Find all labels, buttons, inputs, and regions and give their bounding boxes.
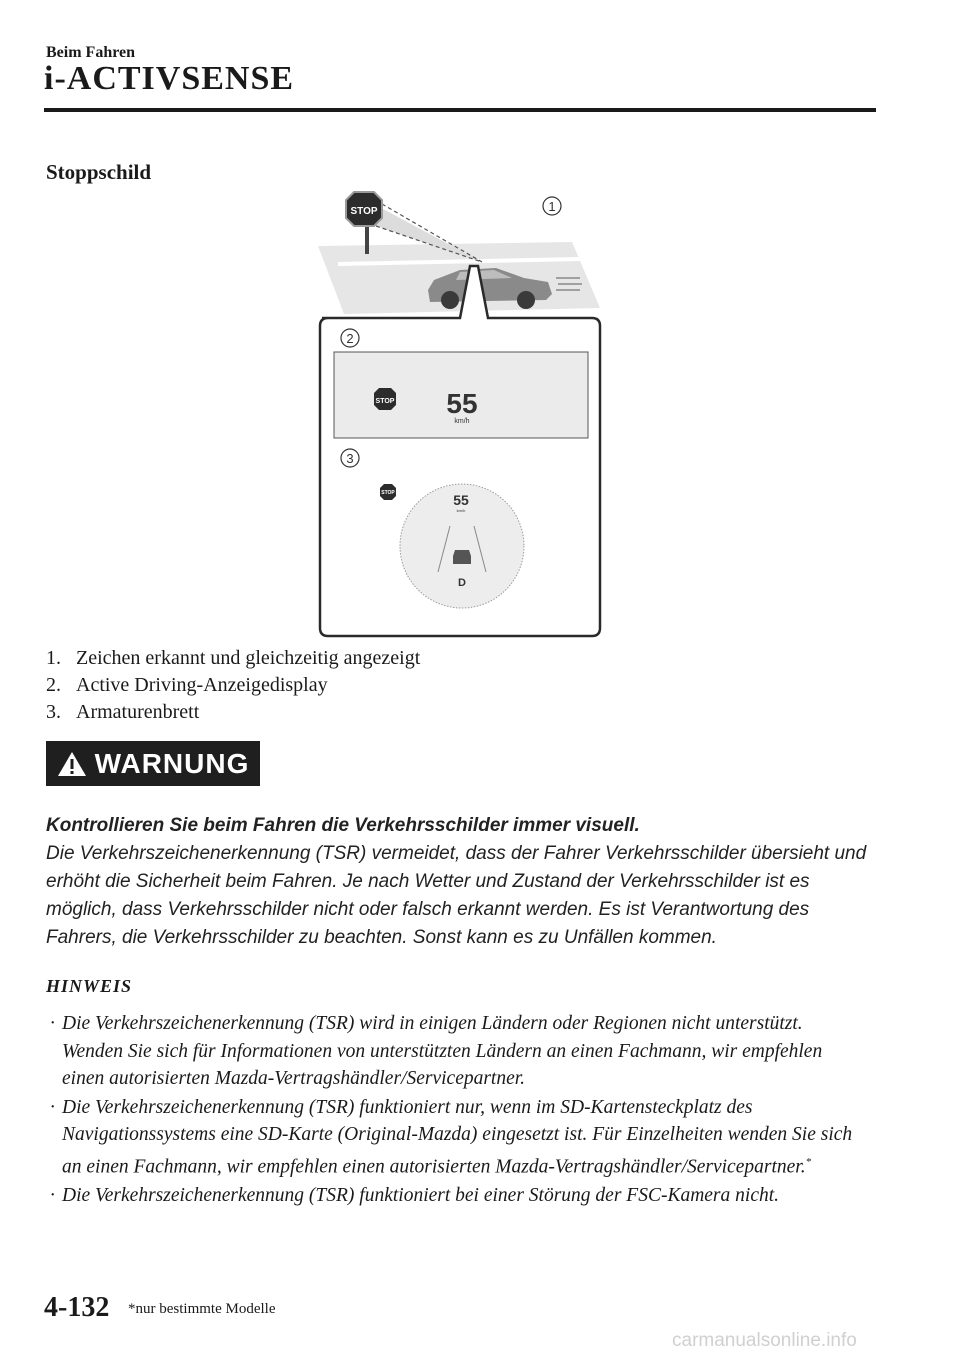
header-rule	[44, 108, 876, 112]
bullet: ·	[50, 1096, 55, 1118]
footnote-mark: *	[805, 1155, 812, 1168]
bullet: ·	[50, 1013, 55, 1034]
warning-banner	[46, 741, 260, 786]
stop-sign-text: STOP	[350, 206, 378, 217]
legend-item: 1. Zeichen erkannt und gleichzeitig angezeigt	[46, 647, 421, 669]
note-item: · Die Verkehrszeichenerkennung (TSR) funktioniert bei einer Störung der FSC-Kamera nicht.	[46, 1182, 866, 1210]
svg-text:1: 1	[548, 199, 556, 214]
footnote: *nur bestimmte Modelle	[128, 1301, 276, 1317]
svg-text:STOP: STOP	[375, 398, 395, 405]
speed-unit: km/h	[454, 418, 470, 425]
watermark: carmanualsonline.info	[672, 1330, 857, 1351]
cluster-speed-value: 55	[453, 492, 469, 508]
section-label: Beim Fahren	[46, 44, 136, 61]
page-number: 4-132	[44, 1292, 110, 1323]
cluster-speed-unit: km/h	[456, 508, 466, 513]
warning-lead: Kontrollieren Sie beim Fahren die Verkehrsschilder immer visuell.	[46, 815, 640, 836]
gear-indicator: D	[458, 577, 466, 589]
warning-text	[46, 812, 876, 952]
warning-body: Die Verkehrszeichenerkennung (TSR) vermeidet, dass der Fahrer Verkehrsschilder übersieht und erhöht die Sicherheit beim Fahren. Je nach Wetter und Zustand der Verkehrsschilder ist es möglich, dass Verkehrsschilder nicht oder falsch erkannt werden. Es ist Verantwortung des Fahrers, die Verkehrsschilder zu beachten. Sonst kann es zu Unfällen kommen.	[46, 843, 867, 948]
note-list	[46, 1010, 866, 1210]
subheading: Stoppschild	[46, 160, 152, 184]
legend-item: 2. Active Driving-Anzeigedisplay	[46, 674, 328, 696]
speed-value: 55	[446, 388, 478, 419]
stop-sign-icon	[380, 484, 396, 500]
bullet: ·	[50, 1184, 55, 1206]
svg-text:3: 3	[346, 451, 354, 466]
note-item: · Die Verkehrszeichenerkennung (TSR) funktioniert nur, wenn im SD-Kartensteckplatz des Navigationssystems eine SD-Karte (Original-Mazda) eingesetzt ist. Für Einzelheiten wenden Sie sich an einen Fachmann, wir empfehlen einen autorisierten Mazda-Vertragshändler/Servicepartner.*	[46, 1094, 866, 1181]
stop-sign-icon	[374, 388, 396, 410]
svg-text:2: 2	[346, 331, 354, 346]
stop-sign-icon	[346, 192, 382, 254]
note-item: · Die Verkehrszeichenerkennung (TSR) wird in einigen Ländern oder Regionen nicht unterstützt. Wenden Sie sich für Informationen von unterstützten Ländern an einen Fachmann, wir empfehlen einen autorisierten Mazda-Vertragshändler/Servicepartner.	[46, 1010, 866, 1093]
legend-item: 3. Armaturenbrett	[46, 701, 200, 723]
callout-1	[543, 197, 561, 215]
warning-icon	[57, 750, 87, 778]
stop-sign-illustration	[310, 180, 610, 640]
warning-title: WARNUNG	[94, 747, 250, 779]
note-heading: HINWEIS	[46, 976, 133, 996]
car-icon	[453, 550, 471, 564]
svg-text:STOP: STOP	[381, 490, 395, 496]
chapter-title: i-ACTIVSENSE	[44, 60, 295, 97]
figure-legend	[46, 645, 420, 726]
